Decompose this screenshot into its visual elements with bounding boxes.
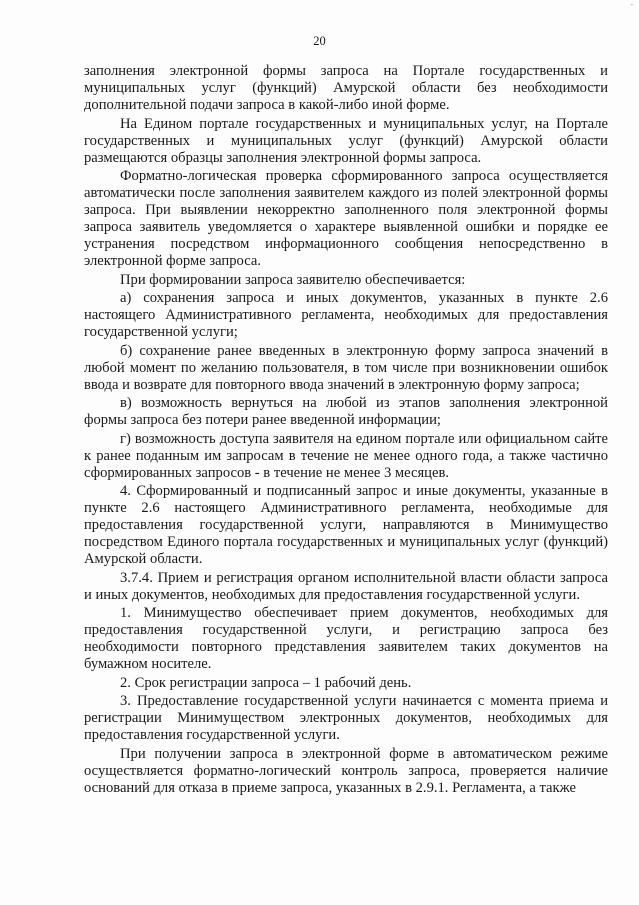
- corner-mark: -: [630, 0, 633, 9]
- section-heading-3-7-4: 3.7.4. Прием и регистрация органом исполнительной власти области запроса и иных документов, необходимых для предоставления государственной услуги.: [84, 569, 608, 603]
- list-item-b: б) сохранение ранее введенных в электронную форму запроса значений в любой момент по желанию пользователя, в том числе при возникновении ошибок ввода и возврате для повторного ввода значений в электронную форму запроса;: [84, 342, 608, 393]
- paragraph-item-3: 3. Предоставление государственной услуги начинается с момента приема и регистрации Минимуществом электронных документов, необходимых для предоставления государственной услуги.: [84, 693, 608, 743]
- paragraph-electronic-request: При получении запроса в электронной форме в автоматическом режиме осуществляется форматно-логический контроль запроса, проверяется наличие оснований для отказа в приеме запроса, указанных в 2.9.1. Регламента, а также: [84, 745, 608, 796]
- paragraph-item-1: 1. Минимущество обеспечивает прием документов, необходимых для предоставления государственной услуги, и регистрацию запроса без необходимости повторного представления заявителем таких документов на бумажном носителе.: [84, 605, 608, 672]
- paragraph-format-check: Форматно-логическая проверка сформированного запроса осуществляется автоматически после заполнения заявителем каждого из полей электронной формы запроса. При выявлении некорректно заполненного поля электронной формы запроса заявитель уведомляется о характере выявленной ошибки и порядке ее устранения посредством информационного сообщения непосредственно в электронной форме запроса.: [84, 168, 608, 269]
- paragraph-portal-samples: На Едином портале государственных и муниципальных услуг, на Портале государственных и муниципальных услуг (функций) Амурской области размещаются образцы заполнения электронной формы запроса.: [84, 115, 608, 166]
- document-body: [84, 63, 608, 798]
- paragraph-provisions-intro: При формировании запроса заявителю обеспечивается:: [120, 271, 466, 288]
- paragraph-continuation: заполнения электронной формы запроса на Портале государственных и муниципальных услуг (функций) Амурской области без необходимости дополнительной подачи запроса в какой-либо иной форме.: [84, 63, 608, 113]
- paragraph-item-4: 4. Сформированный и подписанный запрос и иные документы, указанные в пункте 2.6 настоящего Административного регламента, необходимые для предоставления государственной услуги, направляются в Минимущество посредством Единого портала государственных и муниципальных услуг (функций) Амурской области.: [84, 483, 608, 567]
- list-item-v: в) возможность вернуться на любой из этапов заполнения электронной формы запроса без потери ранее введенной информации;: [84, 395, 608, 428]
- list-item-a: а) сохранения запроса и иных документов, указанных в пункте 2.6 настоящего Административного регламента, необходимых для предоставления государственной услуги;: [84, 290, 608, 340]
- list-item-g: г) возможность доступа заявителя на едином портале или официальном сайте к ранее поданным им запросам в течение не менее одного года, а также частично сформированных запросов - в течение не менее 3 месяцев.: [84, 430, 608, 481]
- page-number: 20: [313, 34, 326, 48]
- paragraph-item-2: 2. Срок регистрации запроса – 1 рабочий день.: [120, 674, 412, 691]
